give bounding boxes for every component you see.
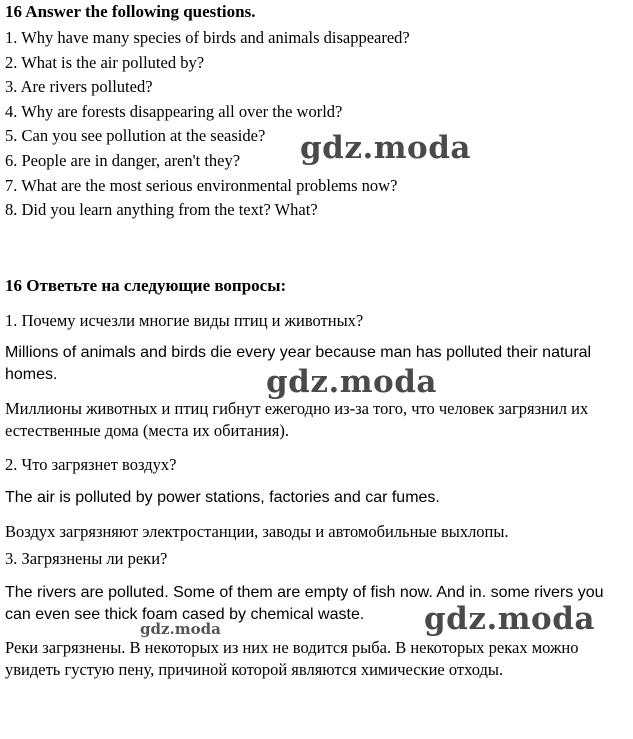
- question-1-ru: 1. Почему исчезли многие виды птиц и животных?: [5, 311, 364, 330]
- answer-1-ru: Миллионы животных и птиц гибнут ежегодно из-за того, что человек загрязнил их естественные дома (места их обитания).: [5, 399, 589, 440]
- answer-2-ru: Воздух загрязняют электростанции, заводы и автомобильные выхлопы.: [5, 522, 509, 541]
- answer-1-en: Millions of animals and birds die every year because man has polluted their natural homes.: [5, 344, 592, 383]
- question-list-en: [5, 26, 410, 223]
- question-3-ru: 3. Загрязнены ли реки?: [5, 549, 168, 568]
- question-7-en: 7. What are the most serious environmental problems now?: [5, 175, 398, 195]
- watermark-logo: gdz.moda: [300, 130, 471, 166]
- question-3-en: 3. Are rivers polluted?: [5, 77, 153, 97]
- question-5-en: 5. Can you see pollution at the seaside?: [5, 126, 266, 146]
- exercise-heading-ru: 16 Ответьте на следующие вопросы:: [5, 276, 287, 295]
- watermark-logo: gdz.moda: [266, 364, 437, 400]
- exercise-heading-en: 16 Answer the following questions.: [5, 2, 256, 21]
- question-1-en: 1. Why have many species of birds and animals disappeared?: [5, 28, 410, 47]
- watermark-logo: gdz.moda: [424, 601, 595, 637]
- watermark-logo-small: gdz.moda: [140, 620, 221, 638]
- question-4-en: 4. Why are forests disappearing all over the world?: [5, 101, 343, 121]
- question-6-en: 6. People are in danger, aren't they?: [5, 150, 241, 170]
- answer-2-en: The air is polluted by power stations, factories and car fumes.: [5, 489, 440, 506]
- answer-3-ru: Реки загрязнены. В некоторых из них не водится рыба. В некоторых реках можно увидеть густую пену, причиной которой являются химические отходы.: [5, 638, 579, 679]
- question-2-ru: 2. Что загрязнет воздух?: [5, 455, 177, 474]
- question-8-en: 8. Did you learn anything from the text? What?: [5, 200, 318, 220]
- question-2-en: 2. What is the air polluted by?: [5, 52, 205, 72]
- answer-3-en: The rivers are polluted. Some of them are empty of fish now. And in. some rivers you can even see thick foam cased by chemical waste.: [5, 584, 604, 623]
